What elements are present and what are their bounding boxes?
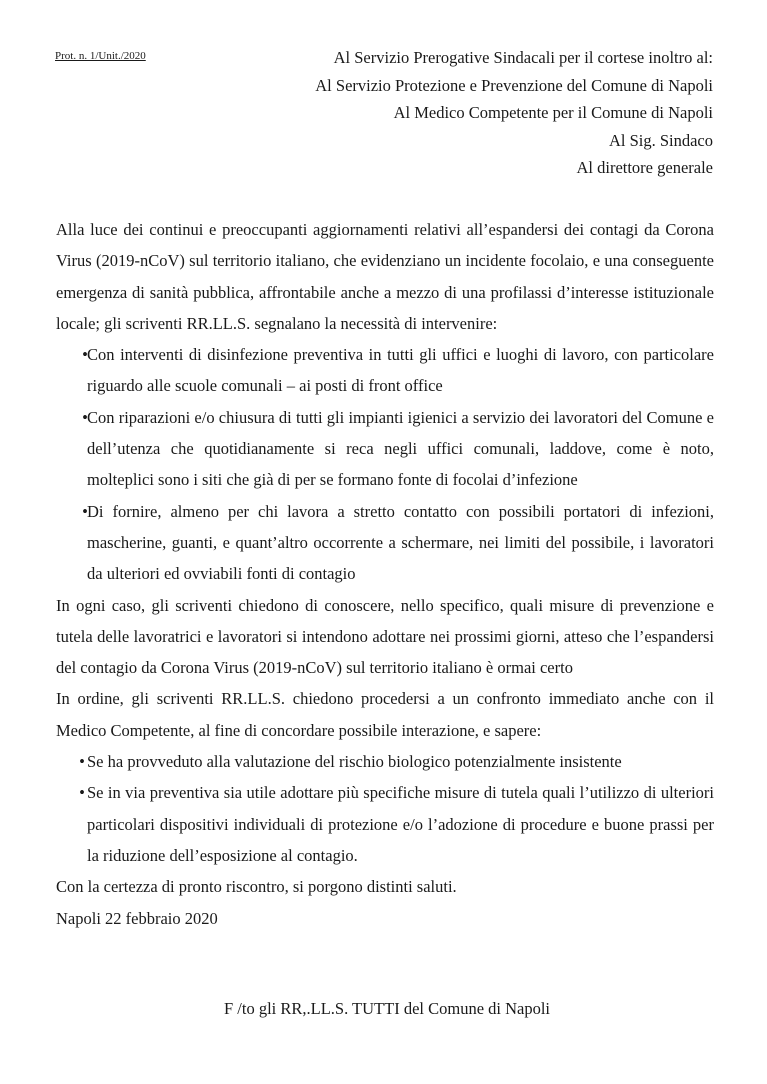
recipient-line: Al direttore generale — [576, 158, 713, 177]
list-item-text: Se ha provveduto alla valutazione del rischio biologico potenzialmente insistente — [87, 752, 622, 772]
bullet-icon: • — [79, 783, 85, 803]
list-item — [56, 496, 714, 590]
list-item — [56, 777, 714, 871]
list-item-text: Di fornire, almeno per chi lavora a stretto contatto con possibili portatori di infezioni, mascherine, guanti, e quant’altro occorrente a schermare, nei limiti del possibile, i lavoratori da ulteriori ed ovviabili fonti di contagio — [87, 501, 714, 584]
recipient-line: Al Servizio Prerogative Sindacali per il cortese inoltro al: — [333, 48, 713, 67]
list-item-text: Se in via preventiva sia utile adottare più specifiche misure di tutela quali l’utilizzo di ulteriori particolari dispositivi individuali di protezione e/o l’adozione di procedure e buone prassi per la riduzione dell’esposizione al contagio. — [87, 783, 714, 865]
list-item-text: Con riparazioni e/o chiusura di tutti gli impianti igienici a servizio dei lavoratori del Comune e dell’utenza che quotidianamente si reca negli uffici comunali, laddove, come è noto, molteplici sono i siti che già di per se formano fonte di focolai d’infezione — [87, 407, 714, 490]
request-list — [56, 339, 714, 589]
paragraph-prevention: In ogni caso, gli scriventi chiedono di conoscere, nello specifico, quali misure di prevenzione e tutela delle lavoratrici e lavoratori si intendono adottare nei prossimi giorni, atteso che l’espandersi del contagio da Corona Virus (2019-nCoV) sul territorio italiano è ormai certo — [56, 595, 714, 678]
bullet-icon: • — [82, 501, 88, 521]
recipient-line: Al Medico Competente per il Comune di Napoli — [393, 103, 713, 122]
recipient-line: Al Servizio Protezione e Prevenzione del Comune di Napoli — [315, 75, 713, 95]
list-item — [56, 402, 714, 496]
bullet-icon: • — [82, 345, 88, 365]
closing-line: Con la certezza di pronto riscontro, si porgono distinti saluti. — [56, 877, 457, 897]
signature-line: F /to gli RR,.LL.S. TUTTI del Comune di Napoli — [224, 999, 551, 1018]
list-item — [56, 339, 714, 402]
bullet-icon: • — [82, 407, 88, 427]
list-item-text: Con interventi di disinfezione preventiva in tutti gli uffici e luoghi di lavoro, con particolare riguardo alle scuole comunali – ai posti di front office — [87, 345, 714, 396]
letter-body — [56, 214, 714, 934]
paragraph-meeting: In ordine, gli scriventi RR.LL.S. chiedono procedersi a un confronto immediato anche con il Medico Competente, al fine di concordare possibile interazione, e sapere: — [56, 689, 714, 740]
list-item — [56, 746, 714, 777]
protocol-number: Prot. n. 1/Unit./2020 — [55, 50, 146, 62]
question-list — [56, 746, 714, 871]
recipients-block — [315, 44, 713, 182]
recipient-line: Al Sig. Sindaco — [608, 130, 713, 150]
intro-paragraph: Alla luce dei continui e preoccupanti aggiornamenti relativi all’espandersi dei contagi da Corona Virus (2019-nCoV) sul territorio italiano, che evidenziano un incidente focolaio, e una conseguente emergenza di sanità pubblica, affrontabile anche a mezzo di una profilassi d’interesse istituzionale locale; gli scriventi RR.LL.S. segnalano la necessità di intervenire: — [56, 220, 714, 333]
bullet-icon: • — [79, 752, 85, 772]
place-date: Napoli 22 febbraio 2020 — [56, 908, 218, 928]
